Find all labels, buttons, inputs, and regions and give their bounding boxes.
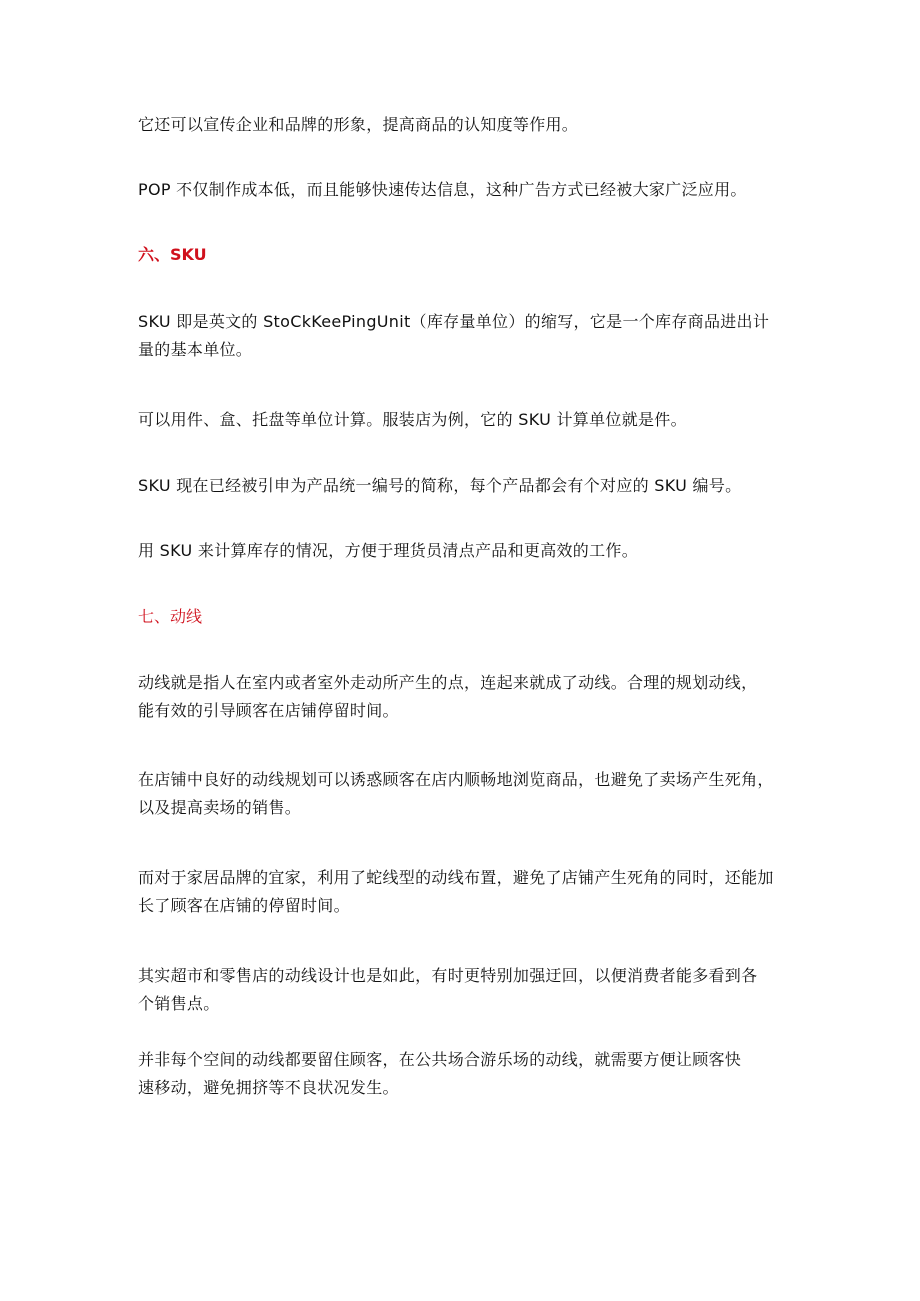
paragraph-pop-brand-image	[138, 111, 798, 139]
paragraph-line: 长了顾客在店铺的停留时间。	[138, 896, 350, 915]
paragraph-line: 它还可以宣传企业和品牌的形象，提高商品的认知度等作用。	[138, 115, 579, 134]
paragraph-sku-numbering	[138, 472, 798, 500]
paragraph-sku-units	[138, 406, 798, 434]
paragraph-line: SKU 即是英文的 StoCkKeePingUnit（库存量单位）的缩写，它是一个库存商品进出计	[138, 312, 770, 331]
paragraph-flow-store-planning	[138, 766, 798, 822]
paragraph-line: 可以用件、盒、托盘等单位计算。服装店为例，它的 SKU 计算单位就是件。	[138, 410, 687, 429]
paragraph-line: 动线就是指人在室内或者室外走动所产生的点，连起来就成了动线。合理的规划动线，	[138, 673, 758, 692]
paragraph-flow-supermarket	[138, 962, 798, 1018]
paragraph-line: 用 SKU 来计算库存的情况，方便于理货员清点产品和更高效的工作。	[138, 541, 639, 560]
paragraph-flow-ikea	[138, 864, 798, 920]
paragraph-sku-inventory	[138, 537, 798, 565]
paragraph-line: 能有效的引导顾客在店铺停留时间。	[138, 701, 399, 720]
paragraph-line: 速移动，避免拥挤等不良状况发生。	[138, 1078, 399, 1097]
paragraph-line: 量的基本单位。	[138, 340, 253, 359]
paragraph-line: 而对于家居品牌的宜家，利用了蛇线型的动线布置，避免了店铺产生死角的同时，还能加	[138, 868, 774, 887]
paragraph-line: POP 不仅制作成本低，而且能够快速传达信息，这种广告方式已经被大家广泛应用。	[138, 180, 747, 199]
paragraph-sku-definition	[138, 308, 798, 364]
section-heading-traffic-flow: 七、动线	[138, 607, 203, 626]
paragraph-line: 个销售点。	[138, 994, 220, 1013]
section-heading-sku: 六、SKU	[138, 245, 207, 264]
paragraph-pop-low-cost	[138, 176, 798, 204]
paragraph-line: 以及提高卖场的销售。	[138, 798, 302, 817]
paragraph-line: 并非每个空间的动线都要留住顾客，在公共场合游乐场的动线，就需要方便让顾客快	[138, 1050, 742, 1069]
paragraph-line: SKU 现在已经被引申为产品统一编号的简称，每个产品都会有个对应的 SKU 编号。	[138, 476, 742, 495]
paragraph-line: 在店铺中良好的动线规划可以诱惑顾客在店内顺畅地浏览商品，也避免了卖场产生死角，	[138, 770, 774, 789]
paragraph-flow-public-space	[138, 1046, 798, 1102]
paragraph-flow-definition	[138, 669, 798, 725]
paragraph-line: 其实超市和零售店的动线设计也是如此，有时更特别加强迂回，以便消费者能多看到各	[138, 966, 758, 985]
